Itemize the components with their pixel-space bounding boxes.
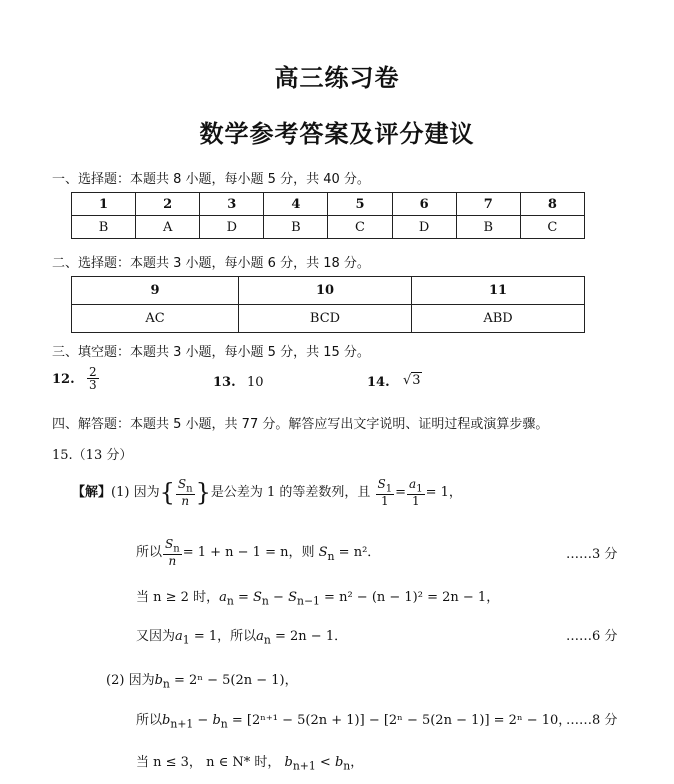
line5-equation: = 2ⁿ − 5(2n − 1)，	[174, 673, 298, 688]
section3-heading: 三、填空题：本题共 3 小题，每小题 5 分，共 15 分。	[52, 345, 370, 360]
answer-cell: D	[200, 216, 264, 239]
document-subtitle: 数学参考答案及评分建议	[199, 120, 475, 148]
score-mark: ……6 分	[566, 629, 618, 644]
score-mark: ……3 分	[566, 547, 618, 562]
solution-line-1: 【解】(1) 因为{ $\frac{S_n}{n}$ }是公差为 1 的等差数列，且 $\frac{S_1}{1}$ = $\frac{a_1}{1}$ = 1，	[72, 477, 462, 509]
answer-cell: D	[392, 216, 456, 239]
q14-answer: √3	[403, 373, 421, 388]
question-number: 9	[72, 277, 239, 305]
answer-cell: B	[264, 216, 328, 239]
q15-heading: 15.（13 分）	[52, 448, 133, 463]
answer-cell: C	[520, 216, 584, 239]
question-number: 1	[72, 193, 136, 216]
answer-cell: BCD	[239, 305, 412, 333]
question-number: 5	[328, 193, 392, 216]
solution-line-3: 当 n ≥ 2 时，$a_n = S_n - S_{n-1} = n^2 - (n - 1)^2 = 2n - 1$，	[136, 590, 500, 608]
table-row	[72, 193, 585, 216]
line1-equation: = 1，	[425, 485, 462, 501]
also-text: 又因为	[136, 629, 176, 644]
answer-cell: ABD	[412, 305, 585, 333]
so-text: 所以	[136, 545, 163, 561]
answer-cell: AC	[72, 305, 239, 333]
solution-line-2: 所以 $\frac{S_n}{n}$ = 1 + n − 1 = n，则 $S_n = n^2$．	[136, 537, 381, 569]
line7-domain: n ∈ N* 时，	[206, 755, 281, 770]
answer-cell: B	[456, 216, 520, 239]
line6-equation: = [2ⁿ⁺¹ − 5(2n + 1)] − [2ⁿ − 5(2n − 1)] = 2ⁿ − 10，	[231, 713, 572, 728]
question-number: 4	[264, 193, 328, 216]
score-mark: ……8 分	[566, 713, 618, 728]
question-number: 10	[239, 277, 412, 305]
table-row	[72, 216, 585, 239]
question-number: 8	[520, 193, 584, 216]
line3-equation: = n² − (n − 1)² = 2n − 1，	[324, 590, 500, 605]
solution-line-6: 所以$b_{n+1} - b_n = [2^{n+1} - 5(2n + 1)] - [2^n - 5(2n - 1)] = 2^n - 10$，	[136, 713, 572, 731]
part2-label: (2)	[106, 673, 125, 688]
because-text: 因为	[133, 485, 160, 501]
q12-label: 12.	[52, 372, 75, 387]
answer-cell: B	[72, 216, 136, 239]
section1-heading: 一、选择题：本题共 8 小题，每小题 5 分，共 40 分。	[52, 172, 370, 187]
q12-answer	[86, 366, 100, 391]
q14-radicand: 3	[412, 373, 421, 388]
document-title: 高三练习卷	[274, 64, 400, 92]
section4-heading: 四、解答题：本题共 5 小题，共 77 分。解答应写出文字说明、证明过程或演算步骤。	[52, 417, 549, 432]
line2-symbol: S	[318, 545, 328, 561]
part1-label: (1)	[111, 485, 130, 501]
q14-label: 14.	[367, 375, 390, 390]
condition-text: 当 n ≥ 2 时，	[136, 590, 220, 605]
line2-result: = n²．	[338, 545, 381, 561]
section1-answer-table	[71, 192, 585, 239]
line4-result: = 2n − 1．	[275, 629, 348, 644]
question-number: 2	[136, 193, 200, 216]
solution-line-5: (2) 因为$b_n = 2^n - 5(2n - 1)$，	[106, 673, 298, 691]
line7-end: ，	[350, 755, 364, 770]
line2-equation: = 1 + n − 1 = n，则	[182, 545, 315, 561]
question-number: 3	[200, 193, 264, 216]
section2-heading: 二、选择题：本题共 3 小题，每小题 6 分，共 18 分。	[52, 256, 370, 271]
section2-answer-table	[71, 276, 585, 333]
q12-numerator: 2	[89, 365, 97, 379]
q13-answer: 10	[247, 375, 264, 390]
answer-cell: C	[328, 216, 392, 239]
so-text: 所以	[136, 713, 163, 728]
solution-label: 【解】	[72, 485, 112, 501]
q12-denominator: 3	[89, 378, 97, 392]
line1-text: 是公差为 1 的等差数列，且	[210, 485, 371, 501]
line7-condition: 当 n ≤ 3，	[136, 755, 202, 770]
question-number: 7	[456, 193, 520, 216]
table-row	[72, 277, 585, 305]
because-text: 因为	[128, 673, 155, 688]
question-number: 6	[392, 193, 456, 216]
table-row	[72, 305, 585, 333]
question-number: 11	[412, 277, 585, 305]
answer-cell: A	[136, 216, 200, 239]
solution-line-4: 又因为$a_1 = 1$，所以$a_n = 2n - 1$．	[136, 629, 348, 647]
solution-line-7: 当 n ≤ 3， n ∈ N* 时， $b_{n+1} < b_n$，	[136, 755, 364, 773]
line4-middle: = 1，所以	[193, 629, 257, 644]
q13-label: 13.	[213, 375, 236, 390]
